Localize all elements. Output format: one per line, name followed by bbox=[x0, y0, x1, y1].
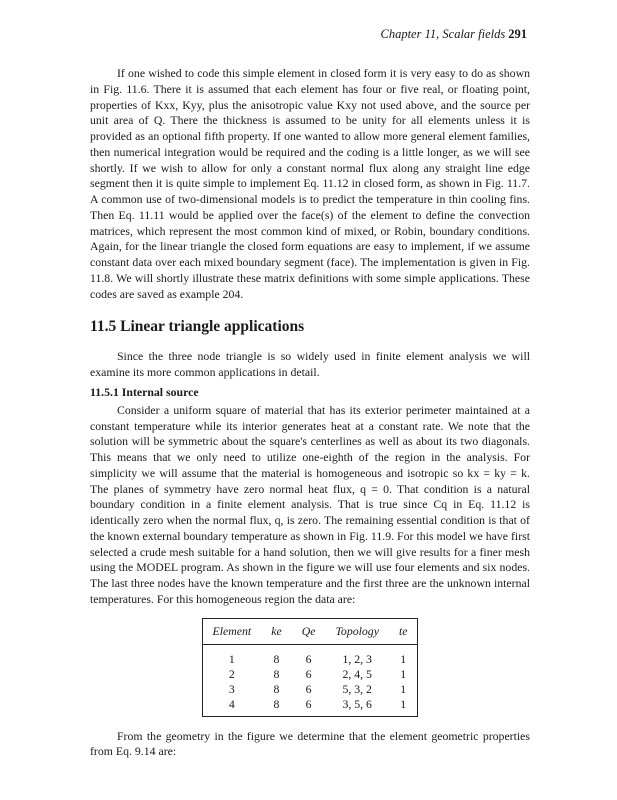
paragraph-internal-source: Consider a uniform square of material that has its exterior perimeter maintained at a constant temperature while its interior generates heat at a constant rate. We note that the solution will be symmetric about the square's centerlines as well as about its two diagonals. This means that we only need to utilize one-eighth of the region in the analysis. For simplicity we will assume that the material is homogeneous and isotropic so kx = ky = k. The planes of symmetry have zero normal heat flux, q = 0. That condition is a natural boundary condition in a finite element analysis. That is true since Cq in Eq. 11.12 is identically zero when the normal flux, q, is zero. The remaining essential condition is that of the known external boundary temperature as shown in Fig. 11.9. For this model we have first selected a crude mesh suitable for a hand solution, then we will give results for a finer mesh using the MODEL program. As shown in the figure we will use four elements and six nodes. The last three nodes have the known temperature and the first three are the unknown internal temperatures. For this homogeneous region the data are: bbox=[90, 402, 530, 606]
table-cell: 3 bbox=[228, 681, 235, 696]
chapter-title: Chapter 11, Scalar fields bbox=[380, 27, 506, 41]
table-cell: 1 bbox=[228, 651, 235, 666]
table-cell: 6 bbox=[305, 696, 312, 711]
table-cell: 3, 5, 6 bbox=[342, 696, 372, 711]
running-header bbox=[380, 27, 527, 42]
table-cell: 4 bbox=[228, 696, 235, 711]
table-cell: 5, 3, 2 bbox=[342, 681, 372, 696]
table-row bbox=[202, 682, 418, 697]
column-header: Element bbox=[202, 618, 261, 644]
table-cell: 8 bbox=[273, 651, 280, 666]
paragraph-intro: If one wished to code this simple element in closed form it is very easy to do as shown in Fig. 11.6. There it is assumed that each element has four or five real, or floating point, properties of Kxx, Kyy, plus the anisotropic value Kxy not used above, and the source per unit area of Q. There the thickness is assumed to be unity for all elements unless it is provided as an optional fifth property. If one wanted to allow more general element families, then numerical integration would be required and the coding is a little longer, as we will see shortly. If we wish to allow for only a constant normal flux along any straight line edge segment then it is quite simple to implement Eq. 11.12 in closed form, as shown in Fig. 11.7. A common use of two-dimensional models is to predict the temperature in thin cooling fins. Then Eq. 11.11 would be applied over the face(s) of the element to define the convection matrices, which represent the most common kind of mixed, or Robin, boundary conditions. Again, for the linear triangle the closed form equations are easy to implement, if we assume constant data over each mixed boundary segment (face). The implementation is given in Fig. 11.8. We will shortly illustrate these matrix definitions with some simple applications. These codes are saved as example 204. bbox=[90, 66, 530, 301]
table-cell: 2 bbox=[228, 666, 235, 681]
column-header: Topology bbox=[325, 618, 388, 644]
column-header: te bbox=[389, 618, 418, 644]
table-cell: 6 bbox=[305, 651, 312, 666]
table-row bbox=[202, 667, 418, 682]
column-header: ke bbox=[261, 618, 291, 644]
table-cell: 8 bbox=[273, 681, 280, 696]
table-cell: 6 bbox=[305, 681, 312, 696]
table-cell: 1 bbox=[400, 651, 407, 666]
element-data-table bbox=[202, 618, 419, 717]
page-number: 291 bbox=[508, 27, 527, 41]
table-cell: 8 bbox=[273, 666, 280, 681]
section-heading: 11.5 Linear triangle applications bbox=[90, 318, 305, 336]
subsection-heading: 11.5.1 Internal source bbox=[90, 384, 199, 399]
table-cell: 1, 2, 3 bbox=[342, 651, 372, 666]
table-cell: 1 bbox=[400, 666, 407, 681]
table-cell: 6 bbox=[305, 666, 312, 681]
table-row bbox=[202, 697, 418, 717]
table-cell: 1 bbox=[400, 681, 407, 696]
table-cell: 8 bbox=[273, 696, 280, 711]
page-body bbox=[90, 66, 530, 760]
table-header-row bbox=[202, 618, 418, 644]
column-header: Qe bbox=[292, 618, 326, 644]
paragraph-geometry: From the geometry in the figure we determine that the element geometric properties from Eq. 9.14 are: bbox=[90, 728, 530, 759]
table-cell: 1 bbox=[400, 696, 407, 711]
paragraph-section-intro: Since the three node triangle is so widely used in finite element analysis we will examine its more common applications in detail. bbox=[90, 349, 530, 379]
table-row bbox=[202, 644, 418, 667]
table-cell: 2, 4, 5 bbox=[342, 666, 372, 681]
